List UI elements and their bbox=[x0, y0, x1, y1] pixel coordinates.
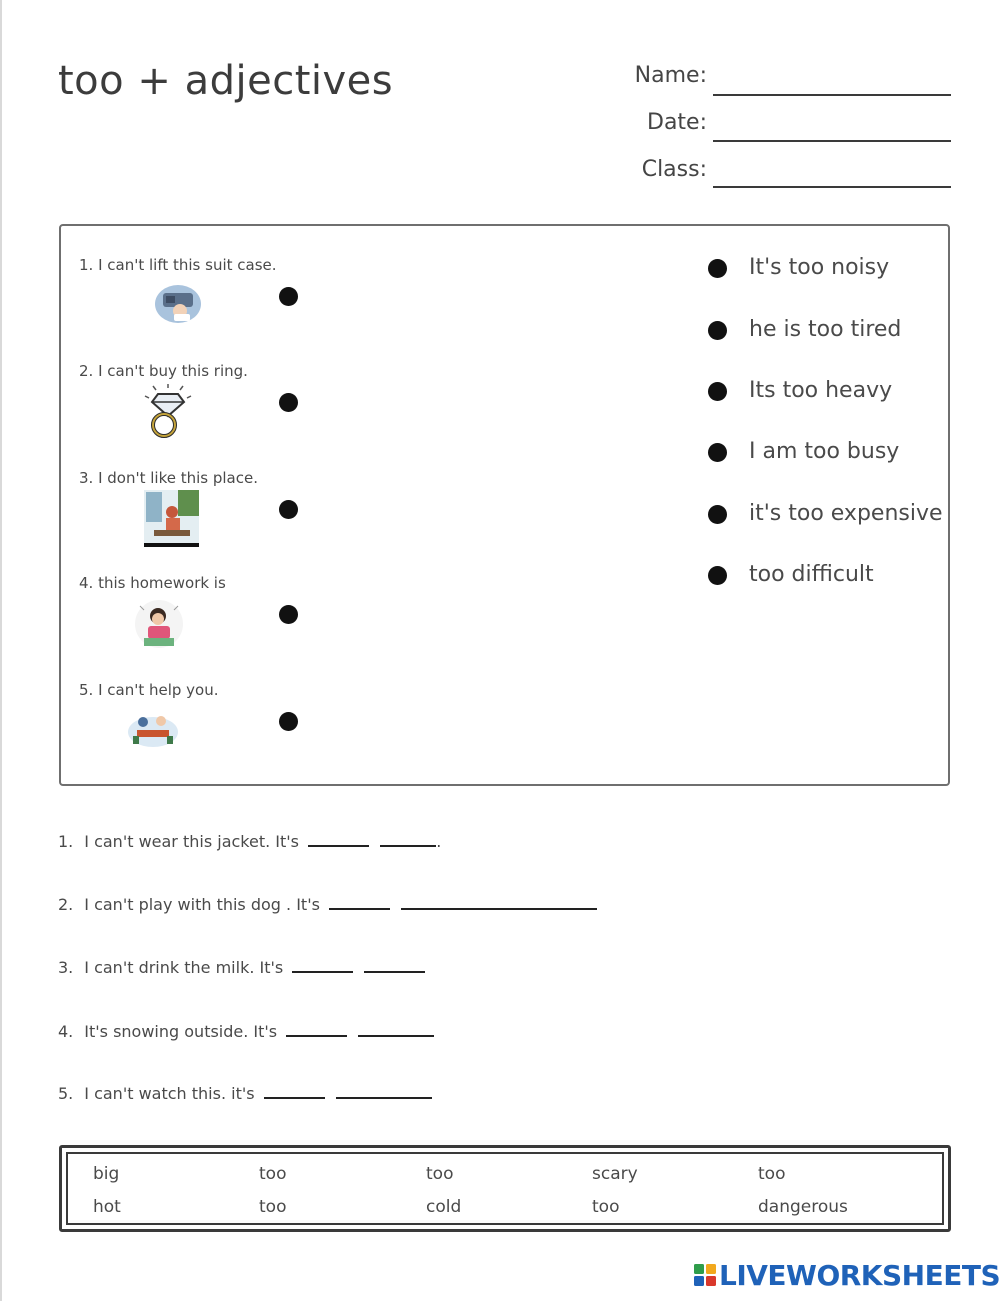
busy-person-picture bbox=[127, 712, 179, 748]
answer-blank[interactable] bbox=[264, 1083, 325, 1099]
suitcase-picture bbox=[154, 284, 202, 324]
match-dot-answer-2[interactable] bbox=[708, 321, 727, 340]
word-bank-word: too bbox=[592, 1197, 620, 1217]
sentence-number: 5. bbox=[58, 1084, 74, 1103]
sentence-number: 3. bbox=[58, 958, 74, 977]
matching-question-4: 4. this homework is bbox=[79, 574, 226, 592]
matching-question-1: 1. I can't lift this suit case. bbox=[79, 256, 277, 274]
word-bank-word: hot bbox=[93, 1197, 121, 1217]
homework-picture bbox=[134, 598, 184, 651]
match-dot-answer-5[interactable] bbox=[708, 505, 727, 524]
match-dot-question-3[interactable] bbox=[279, 500, 298, 519]
match-dot-question-2[interactable] bbox=[279, 393, 298, 412]
date-label: Date: bbox=[647, 110, 707, 135]
sentence-number: 1. bbox=[58, 832, 74, 851]
fill-in-sentence-3 bbox=[58, 957, 425, 977]
answer-blank[interactable] bbox=[286, 1021, 347, 1037]
word-bank-word: cold bbox=[426, 1197, 462, 1217]
word-bank-word: too bbox=[259, 1164, 287, 1184]
sentence-text: I can't watch this. it's bbox=[84, 1084, 255, 1103]
match-dot-question-5[interactable] bbox=[279, 712, 298, 731]
answer-blank[interactable] bbox=[308, 831, 369, 847]
fill-in-sentence-5 bbox=[58, 1083, 432, 1103]
noisy-place-picture bbox=[144, 490, 199, 547]
sentence-text: I can't play with this dog . It's bbox=[84, 895, 320, 914]
name-input-line[interactable] bbox=[713, 94, 951, 96]
brand-name: LIVEWORKSHEETS bbox=[719, 1259, 1000, 1292]
sentence-end: . bbox=[436, 832, 442, 851]
sentence-text: I can't wear this jacket. It's bbox=[84, 832, 300, 851]
worksheet-title: too + adjectives bbox=[58, 58, 394, 104]
answer-blank[interactable] bbox=[364, 957, 425, 973]
matching-question-5: 5. I can't help you. bbox=[79, 681, 219, 699]
page-edge bbox=[0, 0, 2, 1301]
name-label: Name: bbox=[634, 63, 707, 88]
word-bank-word: scary bbox=[592, 1164, 638, 1184]
word-bank-word: dangerous bbox=[758, 1197, 848, 1217]
answer-option-3: Its too heavy bbox=[749, 378, 893, 403]
sentence-number: 4. bbox=[58, 1022, 74, 1041]
class-label: Class: bbox=[641, 157, 707, 182]
answer-option-2: he is too tired bbox=[749, 317, 902, 342]
matching-question-2: 2. I can't buy this ring. bbox=[79, 362, 248, 380]
answer-blank[interactable] bbox=[401, 894, 597, 910]
match-dot-answer-6[interactable] bbox=[708, 566, 727, 585]
match-dot-answer-4[interactable] bbox=[708, 443, 727, 462]
word-bank-word: big bbox=[93, 1164, 120, 1184]
match-dot-question-1[interactable] bbox=[279, 287, 298, 306]
match-dot-answer-1[interactable] bbox=[708, 259, 727, 278]
answer-blank[interactable] bbox=[358, 1021, 434, 1037]
answer-blank[interactable] bbox=[329, 894, 390, 910]
answer-option-1: It's too noisy bbox=[749, 255, 890, 280]
word-bank-word: too bbox=[426, 1164, 454, 1184]
word-bank bbox=[59, 1145, 951, 1232]
class-input-line[interactable] bbox=[713, 186, 951, 188]
match-dot-question-4[interactable] bbox=[279, 605, 298, 624]
answer-option-5: it's too expensive bbox=[749, 501, 943, 526]
answer-option-6: too difficult bbox=[749, 562, 874, 587]
answer-option-4: I am too busy bbox=[749, 439, 900, 464]
sentence-text: It's snowing outside. It's bbox=[84, 1022, 278, 1041]
fill-in-sentence-1 bbox=[58, 831, 441, 851]
match-dot-answer-3[interactable] bbox=[708, 382, 727, 401]
sentence-number: 2. bbox=[58, 895, 74, 914]
fill-in-sentence-4 bbox=[58, 1021, 434, 1041]
diamond-ring-picture bbox=[144, 384, 192, 440]
word-bank-word: too bbox=[758, 1164, 786, 1184]
date-input-line[interactable] bbox=[713, 140, 951, 142]
answer-blank[interactable] bbox=[336, 1083, 432, 1099]
answer-blank[interactable] bbox=[292, 957, 353, 973]
sentence-text: I can't drink the milk. It's bbox=[84, 958, 284, 977]
word-bank-word: too bbox=[259, 1197, 287, 1217]
fill-in-sentence-2 bbox=[58, 894, 597, 914]
matching-question-3: 3. I don't like this place. bbox=[79, 469, 258, 487]
answer-blank[interactable] bbox=[380, 831, 436, 847]
liveworksheets-logo-icon bbox=[694, 1264, 716, 1286]
